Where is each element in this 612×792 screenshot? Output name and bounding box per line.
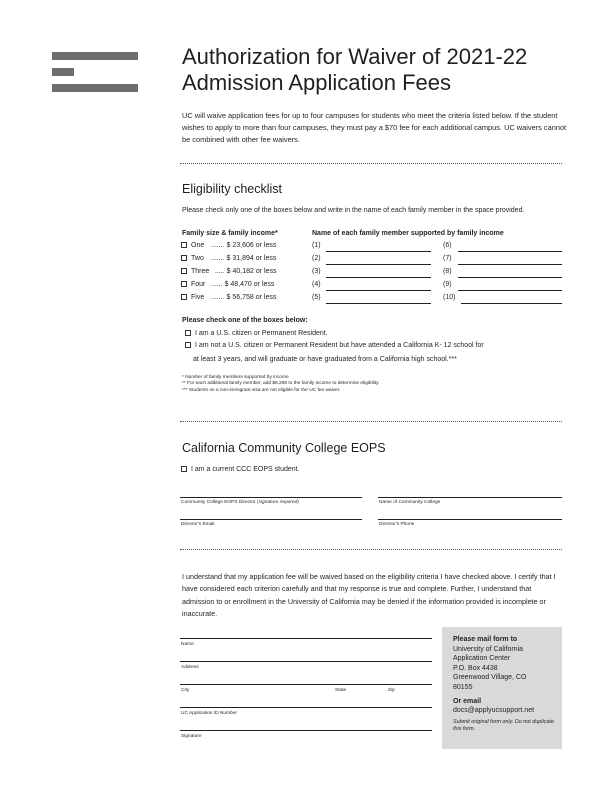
member-name-field[interactable] xyxy=(326,303,431,304)
city-label: City xyxy=(181,688,190,693)
mail-address-line: University of California xyxy=(453,645,524,653)
member-label: (9) xyxy=(443,281,452,288)
family-size-option[interactable]: One ....... $ 23,606 or less xyxy=(181,242,276,249)
director-signature-label: Community College EOPS Director (signature required) xyxy=(181,500,299,505)
member-label: (3) xyxy=(312,268,321,275)
member-label: (1) xyxy=(312,242,321,249)
page-title: Authorization for Waiver of 2021-22 Admission Application Fees xyxy=(182,44,528,95)
citizenship-heading: Please check one of the boxes below: xyxy=(182,317,308,324)
member-label: (2) xyxy=(312,255,321,262)
mail-address-line: Greenwood Village, CO xyxy=(453,674,527,682)
mail-info-box xyxy=(442,627,562,749)
checkbox[interactable] xyxy=(181,255,187,261)
intro-paragraph: UC will waive application fees for up to four campuses for students who meet the criteria listed below. If the student wishes to apply to more than four campuses, they must pay a $70 fee for each additional campus. UC waivers cannot be combined with other fee waivers. xyxy=(182,111,567,144)
member-label: (6) xyxy=(443,242,452,249)
director-phone-field[interactable] xyxy=(378,519,562,520)
citizen-option[interactable]: I am a U.S. citizen or Permanent Resident. xyxy=(185,330,328,337)
checkbox[interactable] xyxy=(185,330,191,336)
member-name-field[interactable] xyxy=(326,264,431,265)
checkbox[interactable] xyxy=(181,466,187,472)
director-email-field[interactable] xyxy=(180,519,362,520)
section-divider xyxy=(180,549,562,550)
college-name-field[interactable] xyxy=(378,497,562,498)
family-members-header: Name of each family member supported by family income xyxy=(312,230,504,237)
checkbox[interactable] xyxy=(181,268,187,274)
member-name-field[interactable] xyxy=(458,290,562,291)
mail-address-line: Application Center xyxy=(453,655,511,663)
non-citizen-option-cont: at least 3 years, and will graduate or have graduated from a California high school.*** xyxy=(193,356,457,363)
mail-heading: Please mail form to xyxy=(453,636,518,643)
signature-field[interactable] xyxy=(180,730,432,731)
checkbox[interactable] xyxy=(181,294,187,300)
non-citizen-option[interactable]: I am not a U.S. citizen or Permanent Resident but have attended a California K- 12 school for xyxy=(185,342,484,349)
director-email-label: Director's Email xyxy=(181,522,215,527)
checkbox[interactable] xyxy=(185,342,191,348)
footnotes: * Number of family members supported by income ** For each additional family member, add $8,288 to the family income to determine eligibility. *** Students on a non-immigrant visa are not eligible for the UC fee waiver. xyxy=(182,375,380,393)
email-heading: Or email xyxy=(453,697,482,705)
college-name-label: Name of Community College xyxy=(379,500,441,505)
name-label: Name xyxy=(181,642,194,647)
section-divider xyxy=(180,163,562,164)
family-size-header: Family size & family income* xyxy=(182,230,278,237)
certification-text: I understand that my application fee will be waived based on the eligibility criteria I have checked above. I certify that I have considered each criterion carefully and that my response is true and complete. Further, I understand that admission to or enrollment in the University of California may be denied if the information provided is incomplete or inaccurate. xyxy=(182,572,556,619)
member-label: (10) xyxy=(443,294,456,301)
name-field[interactable] xyxy=(180,638,432,639)
city-state-zip-field[interactable] xyxy=(180,684,432,685)
application-id-field[interactable] xyxy=(180,707,432,708)
mail-address-line: 80155 xyxy=(453,683,473,691)
zip-label: Zip xyxy=(388,688,395,693)
family-size-option[interactable]: Three ..... $ 40,182 or less xyxy=(181,268,276,275)
member-name-field[interactable] xyxy=(458,264,562,265)
application-id-label: UC Application ID Number xyxy=(181,711,237,716)
address-label: Address xyxy=(181,665,199,670)
member-name-field[interactable] xyxy=(458,277,562,278)
email-link[interactable]: docs@applyucsupport.net xyxy=(453,707,535,715)
family-size-option[interactable]: Two ....... $ 31,894 or less xyxy=(181,255,276,262)
mail-note: Submit original form only. Do not duplicate this form. xyxy=(453,718,554,733)
member-label: (7) xyxy=(443,255,452,262)
state-label: State xyxy=(335,688,347,693)
member-name-field[interactable] xyxy=(461,303,562,304)
mail-address-line: P.O. Box 4438 xyxy=(453,664,498,672)
member-label: (4) xyxy=(312,281,321,288)
family-size-option[interactable]: Five ....... $ 56,758 or less xyxy=(181,294,276,301)
member-name-field[interactable] xyxy=(326,251,431,252)
signature-label: Signature xyxy=(181,734,202,739)
address-field[interactable] xyxy=(180,661,432,662)
member-name-field[interactable] xyxy=(326,277,431,278)
member-name-field[interactable] xyxy=(326,290,431,291)
director-phone-label: Director's Phone xyxy=(379,522,415,527)
section-divider xyxy=(180,421,562,422)
member-label: (8) xyxy=(443,268,452,275)
checkbox[interactable] xyxy=(181,281,187,287)
eligibility-instruction: Please check only one of the boxes below and write in the name of each family member in the space provided. xyxy=(182,207,525,214)
member-name-field[interactable] xyxy=(458,251,562,252)
eops-option[interactable]: I am a current CCC EOPS student. xyxy=(181,466,300,473)
eops-heading: California Community College EOPS xyxy=(182,441,386,455)
director-signature-field[interactable] xyxy=(180,497,362,498)
member-label: (5) xyxy=(312,294,321,301)
family-size-option[interactable]: Four ...... $ 48,470 or less xyxy=(181,281,274,288)
checkbox[interactable] xyxy=(181,242,187,248)
eligibility-heading: Eligibility checklist xyxy=(182,182,283,196)
